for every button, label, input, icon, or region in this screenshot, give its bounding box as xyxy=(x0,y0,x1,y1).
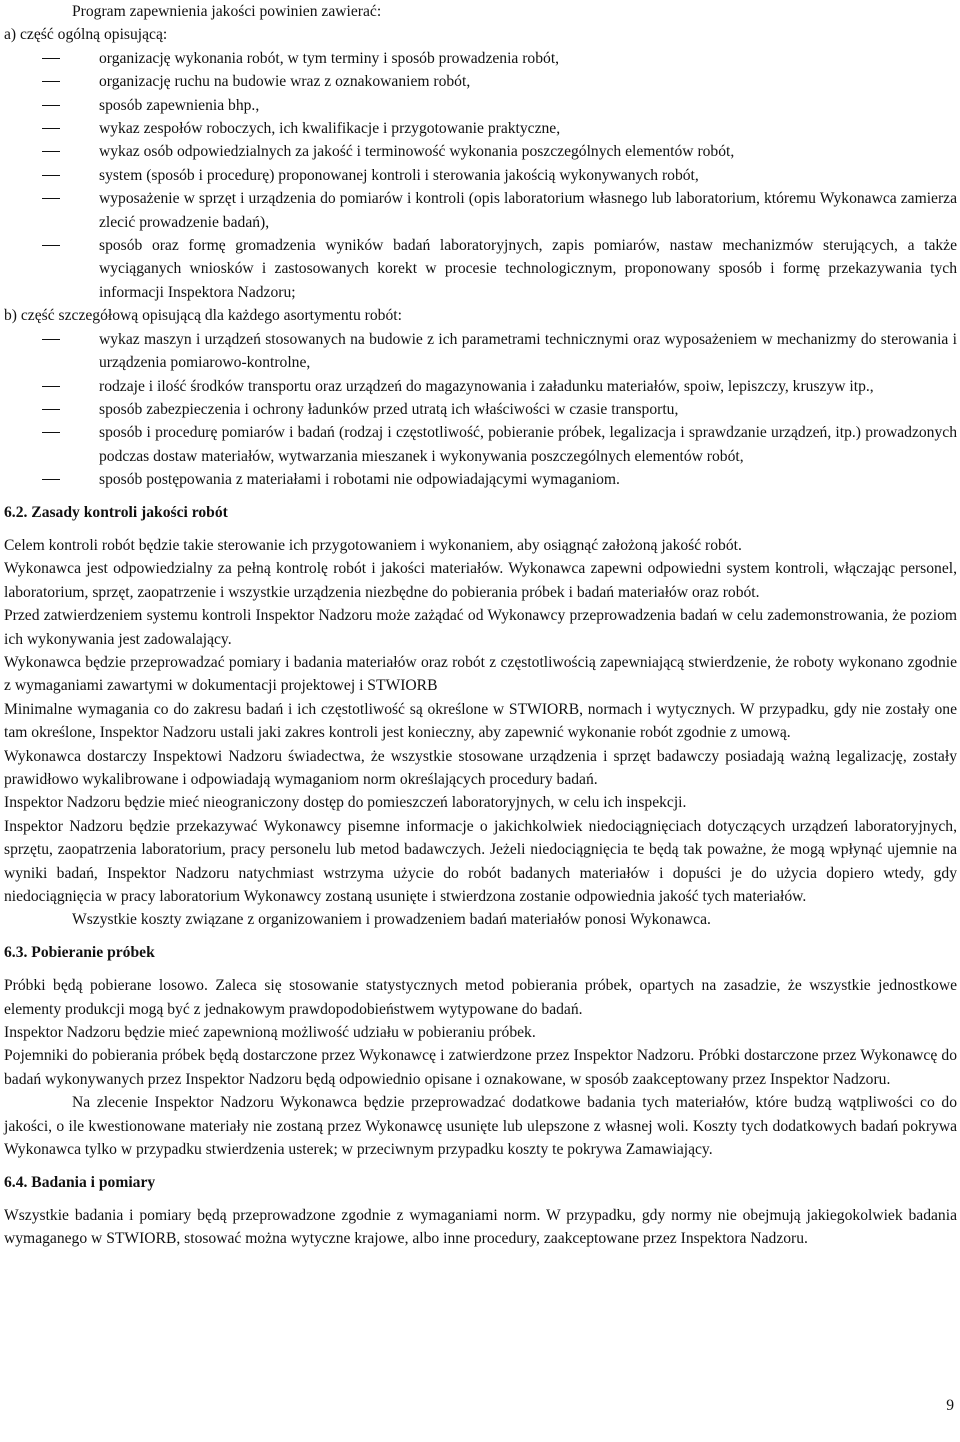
list-item: sposób oraz formę gromadzenia wyników badań laboratoryjnych, zapis pomiarów, nastaw mechanizmów sterujących, a także wyciąganych wniosków i zastosowanych korekt w procesie technologicznym, proponowany sposób i formę przekazywania tych informacji Inspektora Nadzoru; xyxy=(4,234,957,304)
paragraph: Celem kontroli robót będzie takie sterowanie ich przygotowaniem i wykonaniem, aby osiągnąć założoną jakość robót. xyxy=(4,536,742,554)
list-item: wyposażenie w sprzęt i urządzenia do pomiarów i kontroli (opis laboratorium własnego lub laboratorium, któremu Wykonawca zamierza zlecić prowadzenie badań), xyxy=(4,187,957,234)
list-item: organizację wykonania robót, w tym terminy i sposób prowadzenia robót, xyxy=(4,47,957,70)
section-heading-6-2: 6.2. Zasady kontroli jakości robót xyxy=(4,503,228,521)
paragraph: Przed zatwierdzeniem systemu kontroli Inspektor Nadzoru może zażądać od Wykonawcy przeprowadzenia badań w celu zademonstrowania, że poziom ich wykonywania jest zadowalający. xyxy=(4,607,957,648)
paragraph: Wykonawca dostarczy Inspektowi Nadzoru świadectwa, że wszystkie stosowane urządzenia i sprzęt badawczy posiadają ważną legalizację, zostały prawidłowo wykalibrowane i odpowiadają wymaganiom norm określających procedury badań. xyxy=(4,747,957,788)
page-number: 9 xyxy=(946,1397,954,1414)
part-b-title: b) część szczegółową opisującą dla każdego asortymentu robót: xyxy=(4,307,402,325)
part-a-list xyxy=(4,47,957,304)
document-page xyxy=(4,0,957,1251)
paragraph: Na zlecenie Inspektor Nadzoru Wykonawca będzie przeprowadzać dodatkowe badania tych materiałów, które budzą wątpliwości co do jakości, o ile kwestionowane materiały nie zostaną przez Wykonawcę usunięte lub ulepszone z własnej woli. Koszty tych dodatkowych badań pokrywa Wykonawca tylko w przypadku stwierdzenia usterek; w przeciwnym przypadku koszty te pokrywa Zamawiający. xyxy=(4,1094,957,1159)
list-item: sposób zabezpieczenia i ochrony ładunków przed utratą ich właściwości w czasie transportu, xyxy=(4,398,957,421)
list-item: sposób i procedurę pomiarów i badań (rodzaj i częstotliwość, pobieranie próbek, legalizacja i sprawdzanie urządzeń, itp.) prowadzonych podczas dostaw materiałów, wytwarzania mieszanek i wykonywania poszczególnych elementów robót, xyxy=(4,421,957,468)
section-heading-6-3: 6.3. Pobieranie próbek xyxy=(4,943,155,961)
intro-text: Program zapewnienia jakości powinien zawierać: xyxy=(72,3,382,20)
paragraph: Próbki będą pobierane losowo. Zaleca się stosowanie statystycznych metod pobierania próbek, opartych na zasadzie, że wszystkie jednostkowe elementy produkcji mogą być z jednakowym prawdopodobieństwem wytypowane do badań. xyxy=(4,977,957,1018)
paragraph: Pojemniki do pobierania próbek będą dostarczone przez Wykonawcę i zatwierdzone przez Inspektor Nadzoru. Próbki dostarczone przez Wykonawcę do badań wykonywanych przez Inspektor Nadzoru będą odpowiednio opisane i oznakowane, w sposób zaakceptowany przez Inspektor Nadzoru. xyxy=(4,1047,957,1088)
list-item: sposób zapewnienia bhp., xyxy=(4,94,957,117)
paragraph: Inspektor Nadzoru będzie mieć zapewnioną możliwość udziału w pobieraniu próbek. xyxy=(4,1024,536,1042)
paragraph: Wykonawca jest odpowiedzialny za pełną kontrolę robót i jakości materiałów. Wykonawca zapewni odpowiedni system kontroli, włączając personel, laboratorium, sprzęt, zaopatrzenie i wszystkie urządzenia niezbędne do pobierania próbek i badań materiałów oraz robót. xyxy=(4,560,957,601)
list-item: organizację ruchu na budowie wraz z oznakowaniem robót, xyxy=(4,70,957,93)
part-a-title: a) część ogólną opisującą: xyxy=(4,26,168,44)
paragraph: Wykonawca będzie przeprowadzać pomiary i badania materiałów oraz robót z częstotliwością zapewniającą stwierdzenie, że roboty wykonano zgodnie z wymaganiami zawartymi w dokumentacji projektowej i STWIORB xyxy=(4,653,957,695)
part-b-list xyxy=(4,328,957,492)
list-item: wykaz maszyn i urządzeń stosowanych na budowie z ich parametrami technicznymi oraz wyposażeniem w mechanizmy do sterowania i urządzenia pomiarowo-kontrolne, xyxy=(4,328,957,375)
paragraph: Inspektor Nadzoru będzie przekazywać Wykonawcy pisemne informacje o jakichkolwiek niedociągnięciach dotyczących urządzeń laboratoryjnych, sprzętu, zaopatrzenia laboratorium, pracy personelu lub metod badawczych. Jeżeli niedociągnięcia te będą tak poważne, że mogą wpłynąć ujemnie na wyniki badań, Inspektor Nadzoru natychmiast wstrzyma użycie do robót badanych materiałów i dopuści je do użycia dopiero wtedy, gdy niedociągnięcia w pracy laboratorium Wykonawcy zostaną usunięte i stwierdzona zostanie odpowiednia jakość tych materiałów. xyxy=(4,817,957,906)
list-item: sposób postępowania z materiałami i robotami nie odpowiadającymi wymaganiom. xyxy=(4,468,957,491)
paragraph: Minimalne wymagania co do zakresu badań i ich częstotliwość są określone w STWIORB, normach i wytycznych. W przypadku, gdy nie zostały one tam określone, Inspektor Nadzoru ustali jaki zakres kontroli jest konieczny, aby zapewnić wykonanie robót zgodnie z umową. xyxy=(4,700,957,742)
paragraph: Inspektor Nadzoru będzie mieć nieograniczony dostęp do pomieszczeń laboratoryjnych, w celu ich inspekcji. xyxy=(4,794,687,812)
paragraph: Wszystkie koszty związane z organizowaniem i prowadzeniem badań materiałów ponosi Wykonawca. xyxy=(72,911,711,929)
list-item: system (sposób i procedurę) proponowanej kontroli i sterowania jakością wykonywanych robót, xyxy=(4,164,957,187)
list-item: wykaz osób odpowiedzialnych za jakość i terminowość wykonania poszczególnych elementów robót, xyxy=(4,140,957,163)
paragraph: Wszystkie badania i pomiary będą przeprowadzone zgodnie z wymaganiami norm. W przypadku, gdy normy nie obejmują jakiegokolwiek badania wymaganego w STWIORB, stosować można wytyczne krajowe, albo inne procedury, zaakceptowane przez Inspektora Nadzoru. xyxy=(4,1206,957,1248)
list-item: rodzaje i ilość środków transportu oraz urządzeń do magazynowania i załadunku materiałów, spoiw, lepiszczy, kruszyw itp., xyxy=(4,375,957,398)
section-heading-6-4: 6.4. Badania i pomiary xyxy=(4,1173,156,1191)
list-item: wykaz zespołów roboczych, ich kwalifikacje i przygotowanie praktyczne, xyxy=(4,117,957,140)
